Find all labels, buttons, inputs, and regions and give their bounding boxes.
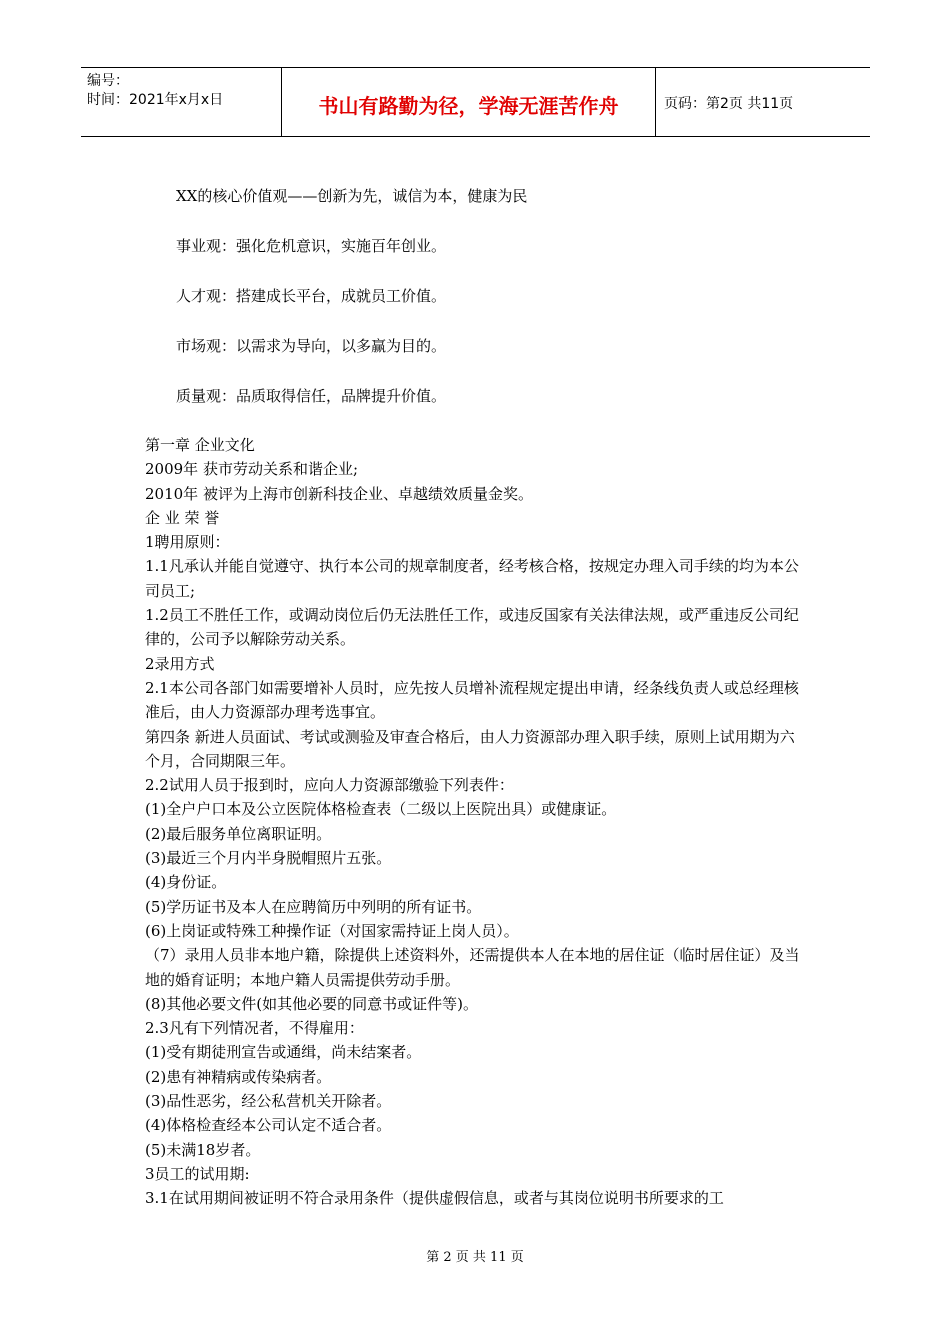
clause-paragraph: 1.2员工不胜任工作，或调动岗位后仍无法胜任工作，或违反国家有关法律法规，或严重违反公司纪律的，公司予以解除劳动关系。 (145, 606, 799, 649)
list-item: (6)上岗证或特殊工种操作证（对国家需持证上岗人员）。 (145, 921, 519, 940)
list-item: (1)全户户口本及公立医院体格检查表（二级以上医院出具）或健康证。 (145, 800, 617, 819)
page-header (81, 67, 870, 137)
clause-heading: 3员工的试用期: (145, 1164, 250, 1183)
chapter-heading: 第一章 企业文化 (145, 436, 255, 454)
honor-item: 2009年 获市劳动关系和谐企业; (145, 460, 358, 479)
core-values-title: XX的核心价值观——创新为先，诚信为本，健康为民 (176, 187, 528, 205)
quality-value: 质量观：品质取得信任，品牌提升价值。 (176, 387, 447, 405)
section-heading: 企 业 荣 誉 (145, 508, 220, 527)
career-value: 事业观：强化危机意识，实施百年创业。 (176, 237, 447, 255)
header-motto: 书山有路勤为径，学海无涯苦作舟 (282, 68, 656, 136)
list-item: (5)未满18岁者。 (145, 1140, 261, 1159)
clause-paragraph: 2.3凡有下列情况者，不得雇用： (145, 1019, 364, 1038)
core-values-section (176, 183, 527, 433)
list-item: (4)身份证。 (145, 873, 227, 892)
clause-paragraph: 1.1凡承认并能自觉遵守、执行本公司的规章制度者，经考核合格，按规定办理入司手续的均为本公司员工; (145, 557, 799, 600)
list-item: (4)体格检查经本公司认定不适合者。 (145, 1116, 392, 1135)
header-page-info: 页码：第2页 共11页 (664, 96, 794, 112)
clause-paragraph: 第四条 新进人员面试、考试或测验及审查合格后，由人力资源部办理入职手续，原则上试用期为六个月，合同期限三年。 (145, 727, 795, 770)
honor-item: 2010年 被评为上海市创新科技企业、卓越绩效质量金奖。 (145, 484, 533, 503)
document-number-label: 编号： (87, 73, 129, 89)
list-item: (5)学历证书及本人在应聘简历中列明的所有证书。 (145, 897, 482, 916)
list-item: (2)患有神精病或传染病者。 (145, 1067, 332, 1086)
clause-paragraph: 2.2试用人员于报到时，应向人力资源部缴验下列表件： (145, 776, 514, 795)
market-value: 市场观：以需求为导向，以多赢为目的。 (176, 337, 447, 355)
clause-heading: 1聘用原则： (145, 533, 230, 552)
document-date: 时间：2021年x月x日 (87, 92, 224, 108)
clause-heading: 2录用方式 (145, 654, 215, 673)
list-item: (2)最后服务单位离职证明。 (145, 824, 332, 843)
list-item: (1)受有期徒刑宣告或通缉，尚未结案者。 (145, 1043, 422, 1062)
list-item: (8)其他必要文件(如其他必要的同意书或证件等)。 (145, 994, 478, 1013)
clause-paragraph: 2.1本公司各部门如需要增补人员时，应先按人员增补流程规定提出申请，经条线负责人或总经理核准后，由人力资源部办理考选事宜。 (145, 678, 799, 722)
talent-value: 人才观：搭建成长平台，成就员工价值。 (176, 287, 447, 305)
document-body (145, 433, 807, 1211)
header-meta (81, 68, 282, 136)
list-item: (3)品性恶劣，经公私营机关开除者。 (145, 1092, 392, 1111)
clause-paragraph: 3.1在试用期间被证明不符合录用条件（提供虚假信息，或者与其岗位说明书所要求的工 (145, 1189, 724, 1208)
page-footer: 第 2 页 共 11 页 (426, 1250, 524, 1265)
list-item: （7）录用人员非本地户籍，除提供上述资料外，还需提供本人在本地的居住证（临时居住证）及当地的婚育证明；本地户籍人员需提供劳动手册。 (145, 946, 800, 989)
list-item: (3)最近三个月内半身脱帽照片五张。 (145, 849, 392, 868)
